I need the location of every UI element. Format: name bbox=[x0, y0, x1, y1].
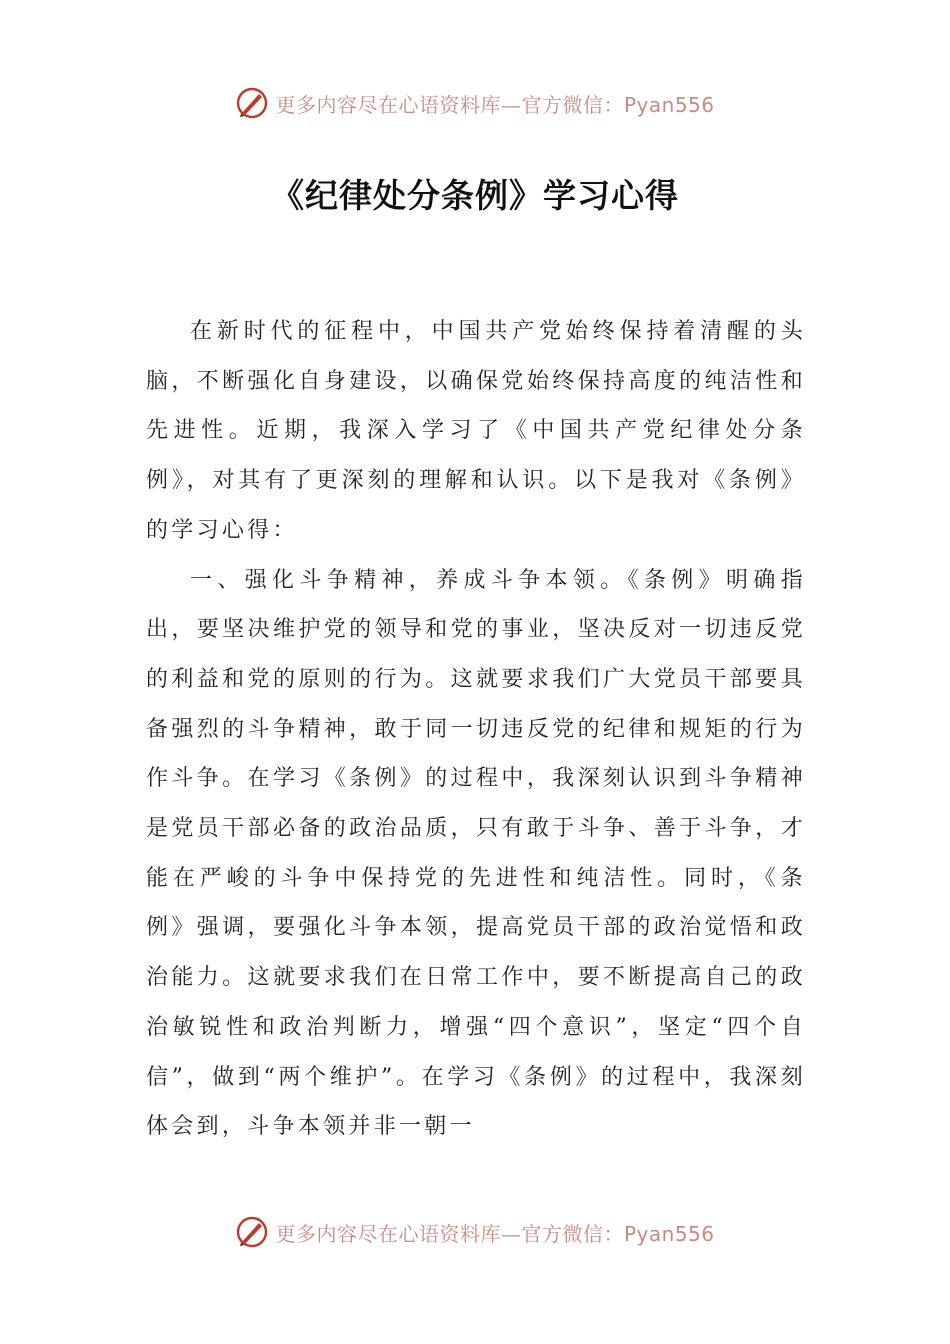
banner-text: 更多内容尽在心语资料库—官方微信：Pyan556 bbox=[275, 1221, 715, 1246]
pen-circle-logo-icon bbox=[235, 1215, 269, 1249]
document-title: 《纪律处分条例》学习心得 bbox=[271, 176, 679, 215]
banner-text: 更多内容尽在心语资料库—官方微信：Pyan556 bbox=[275, 92, 715, 117]
document-body bbox=[146, 307, 806, 1152]
pen-circle-logo-icon bbox=[235, 86, 269, 120]
footer-banner bbox=[0, 1212, 950, 1252]
wechat-id: Pyan556 bbox=[623, 92, 715, 117]
paragraph: 一、强化斗争精神，养成斗争本领。《条例》明确指出，要坚决维护党的领导和党的事业，坚决反对一切违反党的利益和党的原则的行为。这就要求我们广大党员干部要具备强烈的斗争精神，敢于同一切违反党的纪律和规矩的行为作斗争。在学习《条例》的过程中，我深刻认识到斗争精神是党员干部必备的政治品质，只有敢于斗争、善于斗争，才能在严峻的斗争中保持党的先进性和纯洁性。同时，《条例》强调，要强化斗争本领，提高党员干部的政治觉悟和政治能力。这就要求我们在日常工作中，要不断提高自己的政治敏锐性和政治判断力，增强“四个意识”，坚定“四个自信”，做到“两个维护”。在学习《条例》的过程中，我深刻体会到，斗争本领并非一朝一 bbox=[146, 567, 806, 1140]
header-banner bbox=[0, 83, 950, 123]
paragraph: 在新时代的征程中，中国共产党始终保持着清醒的头脑，不断强化自身建设，以确保党始终保持高度的纯洁性和先进性。近期，我深入学习了《中国共产党纪律处分条例》，对其有了更深刻的理解和认识。以下是我对《条例》的学习心得： bbox=[146, 319, 806, 543]
wechat-id: Pyan556 bbox=[623, 1221, 715, 1246]
